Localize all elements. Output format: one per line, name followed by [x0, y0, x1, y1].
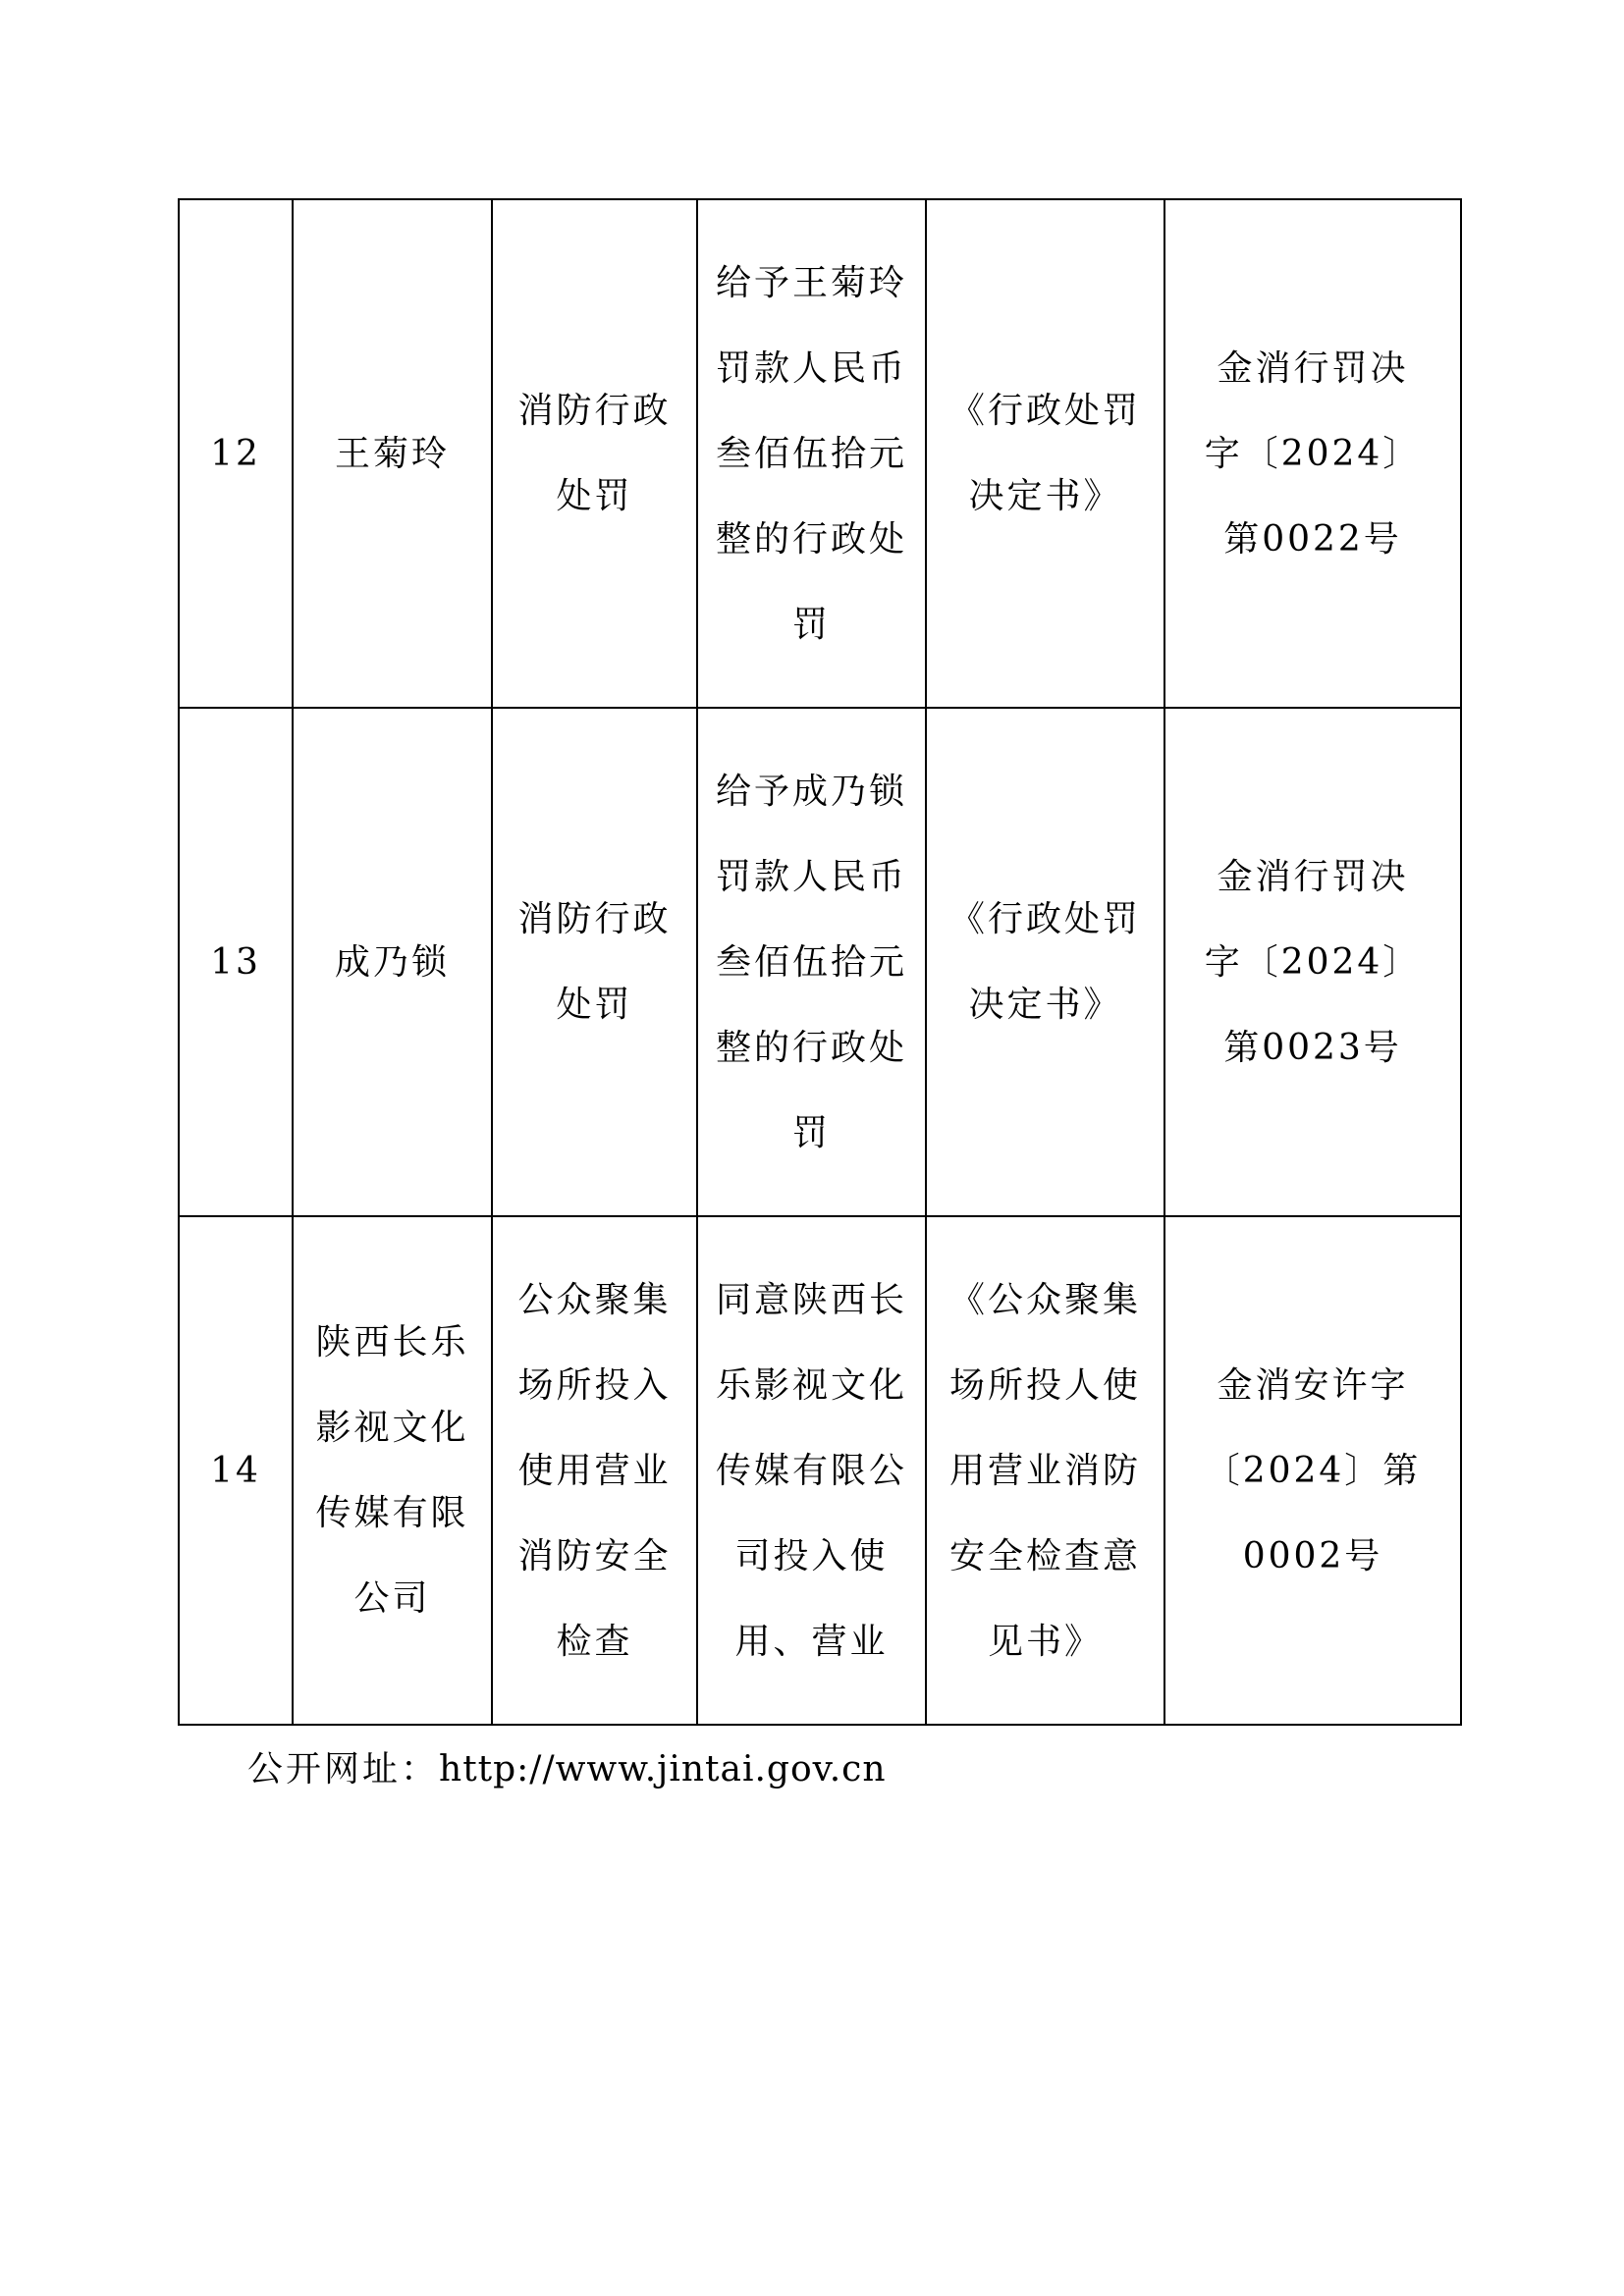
table-row — [179, 199, 1461, 708]
category: 消防行政处罚 — [517, 899, 672, 1025]
category: 公众聚集场所投入使用营业消防安全检查 — [517, 1279, 672, 1662]
document-number-cell — [1164, 708, 1461, 1216]
party-name: 陕西长乐影视文化传媒有限公司 — [315, 1322, 469, 1619]
party-name: 成乃锁 — [334, 941, 450, 983]
public-url-line — [247, 1742, 887, 1797]
decision-content-cell — [697, 199, 926, 708]
row-number: 12 — [210, 433, 261, 474]
table-row — [179, 1216, 1461, 1725]
category-cell — [492, 199, 697, 708]
public-url-link[interactable]: http://www.jintai.gov.cn — [439, 1749, 887, 1789]
party-name-cell — [293, 708, 492, 1216]
row-number-cell — [179, 199, 293, 708]
row-number: 14 — [210, 1450, 261, 1491]
row-number-cell — [179, 708, 293, 1216]
party-name-cell — [293, 1216, 492, 1725]
document-number: 金消行罚决字〔2024〕第0023号 — [1204, 856, 1422, 1068]
decision-content: 给予王菊玲罚款人民币叁佰伍拾元整的行政处罚 — [715, 262, 907, 645]
row-number-cell — [179, 1216, 293, 1725]
party-name-cell — [293, 199, 492, 708]
category-cell — [492, 1216, 697, 1725]
party-name: 王菊玲 — [334, 433, 450, 474]
document-number-cell — [1164, 1216, 1461, 1725]
document-number: 金消行罚决字〔2024〕第0022号 — [1204, 347, 1422, 560]
decision-content: 同意陕西长乐影视文化传媒有限公司投入使用、营业 — [715, 1279, 907, 1662]
row-number: 13 — [210, 941, 261, 983]
document-type-cell — [926, 1216, 1164, 1725]
category-cell — [492, 708, 697, 1216]
document-type-cell — [926, 199, 1164, 708]
document-type: 《行政处罚决定书》 — [948, 899, 1141, 1025]
category: 消防行政处罚 — [517, 391, 672, 516]
decision-content: 给予成乃锁罚款人民币叁佰伍拾元整的行政处罚 — [715, 771, 907, 1153]
table-row — [179, 708, 1461, 1216]
document-type: 《行政处罚决定书》 — [948, 391, 1141, 516]
decision-content-cell — [697, 708, 926, 1216]
document-number: 金消安许字〔2024〕第0002号 — [1204, 1364, 1422, 1576]
records-table — [178, 198, 1462, 1726]
document-type-cell — [926, 708, 1164, 1216]
decision-content-cell — [697, 1216, 926, 1725]
public-url-label: 公开网址： — [247, 1749, 440, 1789]
document-type: 《公众聚集场所投人使用营业消防安全检查意见书》 — [948, 1279, 1141, 1662]
document-number-cell — [1164, 199, 1461, 708]
